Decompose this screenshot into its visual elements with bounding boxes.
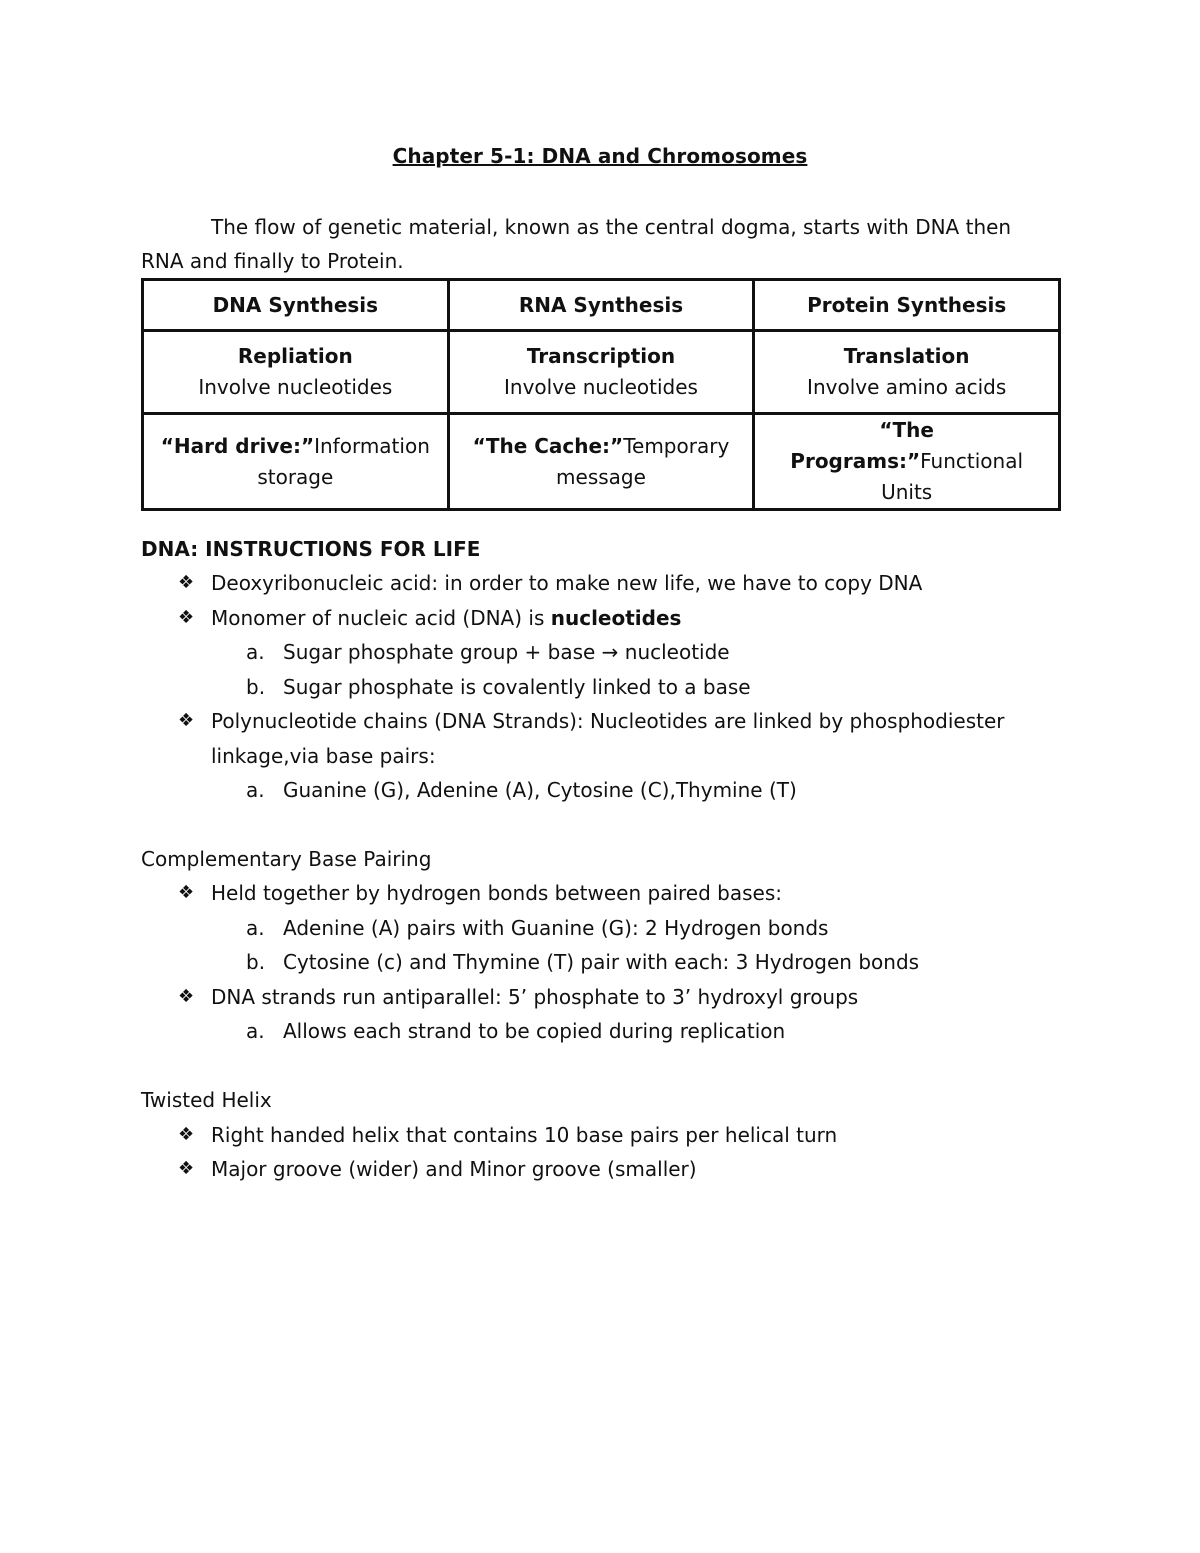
list-item: Sugar phosphate group + base → nucleotide (283, 640, 730, 664)
list-marker: a. (246, 1019, 265, 1043)
cell-text: Involve nucleotides (198, 375, 393, 399)
cell-term: Repliation (237, 344, 353, 368)
intro-line-2: RNA and finally to Protein. (141, 249, 404, 273)
list-item-continued: linkage,via base pairs: (211, 744, 436, 768)
section-heading-dna: DNA: INSTRUCTIONS FOR LIFE (141, 537, 481, 561)
table-cell (448, 414, 754, 510)
list-item: Polynucleotide chains (DNA Strands): Nucleotides are linked by phosphodiester (211, 709, 1005, 733)
header-rna-synthesis: RNA Synthesis (448, 280, 754, 331)
list-marker: a. (246, 640, 265, 664)
cell-text: Involve amino acids (807, 375, 1007, 399)
list-marker: a. (246, 778, 265, 802)
synthesis-table (141, 278, 1061, 511)
table-row (143, 414, 1060, 510)
cell-text: Temporary (623, 433, 730, 458)
list-item: Deoxyribonucleic acid: in order to make new life, we have to copy DNA (211, 571, 923, 595)
diamond-bullet-icon: ❖ (178, 986, 195, 1007)
list-item (211, 605, 681, 631)
list-item: DNA strands run antiparallel: 5’ phosphate to 3’ hydroxyl groups (211, 985, 859, 1009)
cell-text: Functional (920, 449, 1024, 473)
cell-text: Units (881, 480, 933, 504)
section-heading-twisted-helix: Twisted Helix (141, 1088, 272, 1112)
list-item: Major groove (wider) and Minor groove (smaller) (211, 1157, 697, 1181)
list-item-text: Monomer of nucleic acid (DNA) is (211, 606, 551, 630)
table-cell (754, 331, 1060, 414)
table-cell (754, 414, 1060, 510)
table-header-row (143, 280, 1060, 331)
list-marker: b. (246, 950, 266, 974)
list-item: Guanine (G), Adenine (A), Cytosine (C),Thymine (T) (283, 778, 797, 802)
section-heading-base-pairing: Complementary Base Pairing (141, 847, 432, 871)
cell-term: “The Programs:” (790, 418, 934, 473)
diamond-bullet-icon: ❖ (178, 572, 195, 593)
diamond-bullet-icon: ❖ (178, 710, 195, 731)
cell-term: Transcription (526, 344, 676, 368)
diamond-bullet-icon: ❖ (178, 607, 195, 628)
list-marker: b. (246, 675, 266, 699)
list-item: Adenine (A) pairs with Guanine (G): 2 Hydrogen bonds (283, 916, 829, 940)
cell-term: Translation (843, 344, 970, 368)
list-item: Sugar phosphate is covalently linked to a base (283, 675, 751, 699)
list-item: Allows each strand to be copied during replication (283, 1019, 786, 1043)
header-protein-synthesis: Protein Synthesis (754, 280, 1060, 331)
list-item-bold: nucleotides (550, 606, 682, 630)
header-dna-synthesis: DNA Synthesis (143, 280, 449, 331)
list-item: Right handed helix that contains 10 base pairs per helical turn (211, 1123, 838, 1147)
cell-term: “The Cache:” (472, 433, 624, 458)
cell-text: storage (257, 464, 334, 489)
list-item: Cytosine (c) and Thymine (T) pair with each: 3 Hydrogen bonds (283, 950, 920, 974)
cell-text: Involve nucleotides (504, 375, 698, 399)
cell-text: Information (314, 433, 430, 458)
table-row (143, 331, 1060, 414)
page-title: Chapter 5-1: DNA and Chromosomes (392, 144, 808, 168)
table-cell (143, 414, 449, 510)
diamond-bullet-icon: ❖ (178, 882, 195, 903)
diamond-bullet-icon: ❖ (178, 1124, 195, 1145)
table-cell (143, 331, 449, 414)
diamond-bullet-icon: ❖ (178, 1158, 195, 1179)
intro-line-1: The flow of genetic material, known as the central dogma, starts with DNA then (211, 215, 1012, 239)
list-marker: a. (246, 916, 265, 940)
cell-text: message (556, 464, 646, 489)
cell-term: “Hard drive:” (160, 433, 315, 458)
table-cell (448, 331, 754, 414)
list-item: Held together by hydrogen bonds between paired bases: (211, 881, 782, 905)
